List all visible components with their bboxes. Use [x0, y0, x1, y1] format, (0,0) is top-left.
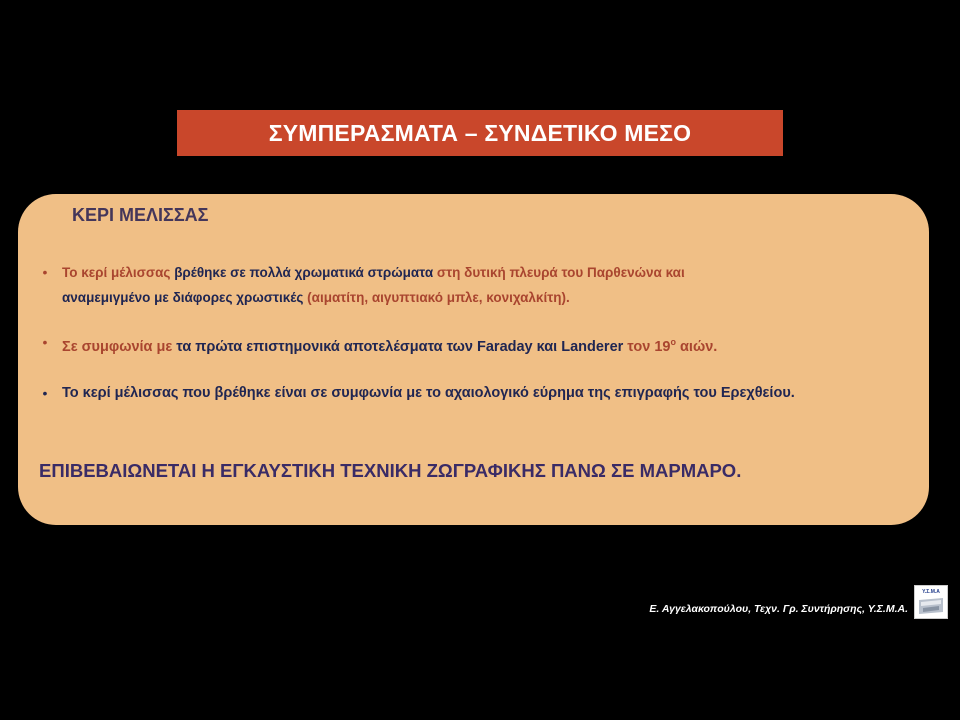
logo-text: Υ.Σ.Μ.Α	[922, 589, 940, 595]
title-bar	[177, 110, 783, 156]
bullet-text-3: Το κερί μέλισσας που βρέθηκε είναι σε συμφωνία με το αχαιολογικό εύρημα της επιγραφής του Ερεχθείου.	[62, 385, 795, 401]
bullet-dot-icon: •	[42, 385, 48, 401]
bullet2-part3: τον 19	[623, 338, 671, 355]
slide-title: ΣΥΜΠΕΡΑΣΜΑΤΑ – ΣΥΝΔΕΤΙΚΟ ΜΕΣΟ	[268, 119, 692, 146]
bullet-dot-icon: •	[42, 334, 48, 350]
bullet2-superscript: ο	[670, 337, 676, 347]
conclusion-text: ΕΠΙΒΕΒΑΙΩΝΕΤΑΙ Η ΕΓΚΑΥΣΤΙΚΗ ΤΕΧΝΙΚΗ ΖΩΓΡΑΦΙΚΗΣ ΠΑΝΩ ΣΕ ΜΑΡΜΑΡΟ.	[39, 460, 742, 481]
bullet1-part4: αναμεμιγμένο με διάφορες χρωστικές	[62, 290, 304, 305]
institution-logo-icon	[914, 585, 948, 619]
bullet2-part4: αιών.	[675, 338, 718, 355]
author-credit: Ε. Αγγελακοπούλου, Τεχν. Γρ. Συντήρησης, Υ.Σ.Μ.Α.	[649, 603, 908, 615]
bullet1-part3: στη δυτική πλευρά του Παρθενώνα και	[433, 265, 685, 280]
bullet1-part2: βρέθηκε σε πολλά χρωματικά στρώματα	[174, 265, 434, 280]
bullet2-part1: Σε συμφωνία με	[62, 338, 173, 355]
bullet1-part1: Το κερί μέλισσας	[62, 265, 175, 280]
bullet-text-2	[62, 330, 908, 359]
bullet-text-1	[62, 260, 908, 310]
content-panel	[18, 194, 929, 525]
bullet-dot-icon: •	[42, 264, 48, 280]
bullet1-part5: (αιματίτη, αιγυπτιακό μπλε, κονιχαλκίτη).	[303, 290, 570, 305]
section-subheading: ΚΕΡΙ ΜΕΛΙΣΣΑΣ	[72, 205, 209, 225]
bullet2-part2: τα πρώτα επιστημονικά αποτελέσματα των Faraday και Landerer	[172, 338, 624, 355]
